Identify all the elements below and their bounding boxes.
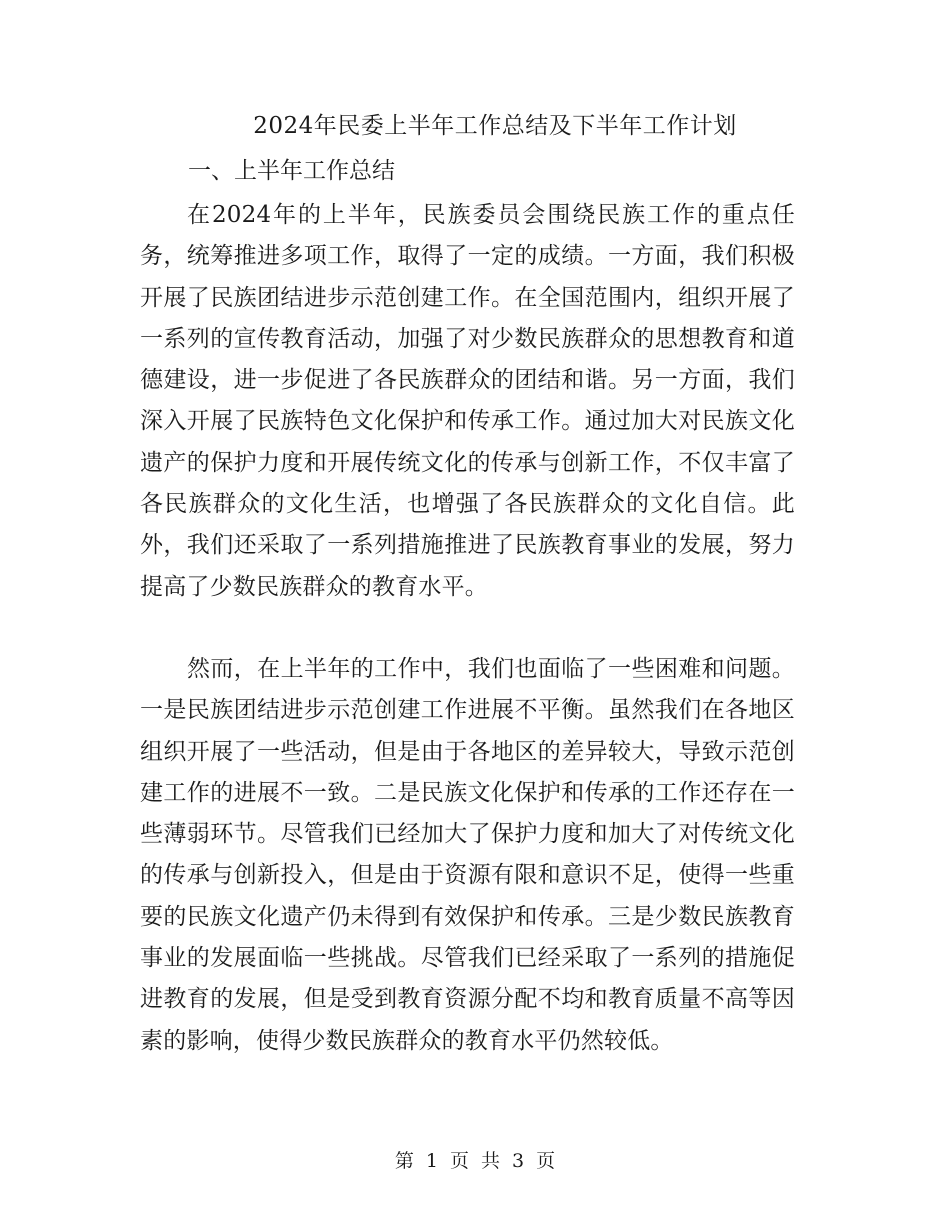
section-heading: 一、上半年工作总结 [188,158,395,184]
page-footer: 第 1 页 共 3 页 [394,1150,556,1172]
body-paragraph: 在2024年的上半年，民族委员会围绕民族工作的重点任务，统筹推进多项工作，取得了一定的成绩。一方面，我们积极开展了民族团结进步示范创建工作。在全国范围内，组织开展了一系列的宣传教育活动，加强了对少数民族群众的思想教育和道德建设，进一步促进了各民族群众的团结和谐。另一方面，我们深入开展了民族特色文化保护和传承工作。通过加大对民族文化遗产的保护力度和开展传统文化的传承与创新工作，不仅丰富了各民族群众的文化生活，也增强了各民族群众的文化自信。此外，我们还采取了一系列措施推进了民族教育事业的发展，努力提高了少数民族群众的教育水平。 [140,202,795,600]
body-paragraph: 然而，在上半年的工作中，我们也面临了一些困难和问题。一是民族团结进步示范创建工作进展不平衡。虽然我们在各地区组织开展了一些活动，但是由于各地区的差异较大，导致示范创建工作的进展不一致。二是民族文化保护和传承的工作还存在一些薄弱环节。尽管我们已经加大了保护力度和加大了对传统文化的传承与创新投入，但是由于资源有限和意识不足，使得一些重要的民族文化遗产仍未得到有效保护和传承。三是少数民族教育事业的发展面临一些挑战。尽管我们已经采取了一系列的措施促进教育的发展，但是受到教育资源分配不均和教育质量不高等因素的影响，使得少数民族群众的教育水平仍然较低。 [140,656,795,1054]
document-title: 2024年民委上半年工作总结及下半年工作计划 [253,113,737,139]
